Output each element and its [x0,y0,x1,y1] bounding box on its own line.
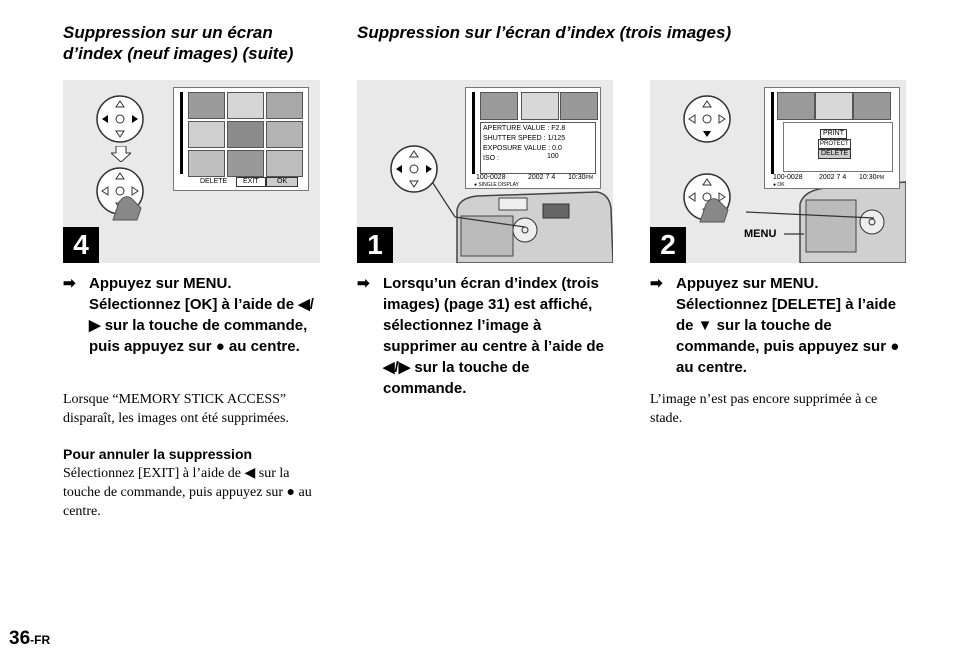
arrow-right-icon: ➡ [63,275,76,292]
figure-step-2 [650,80,906,263]
arrow-right-icon: ➡ [650,275,663,292]
date: 2002 7 4 [528,174,556,181]
protect-menu-item[interactable]: PROTECT [820,141,849,147]
note-step-4: Lorsque “MEMORY STICK ACCESS” disparaît, les images ont été supprimées. [63,392,289,426]
ok-button[interactable]: OK [266,177,298,187]
cancel-text: Sélectionnez [EXIT] à l’aide de ◀ sur la touche de commande, puis appuyez sur ● au centre. [63,466,312,519]
figure-step-1 [357,80,613,263]
index-screen [173,87,309,191]
finger-icon [696,192,732,224]
heading-left: Suppression sur un écran d’index (neuf images) (suite) [63,23,294,63]
delete-menu-item[interactable]: DELETE [818,149,851,159]
control-pad-icon [95,94,145,144]
step-number: 4 [63,227,99,263]
arrow-right-icon: ➡ [357,275,370,292]
ok-label: ● OK [773,182,785,188]
note-step-2: L’image n’est pas encore supprimée à ce stade. [650,392,878,426]
instruction-step-4: ➡ Appuyez sur MENU. Sélectionnez [OK] à l’aide de ◀/▶ sur la touche de commande, puis appuyez sur ● au centre. [63,275,314,355]
instruction-step-2: ➡ Appuyez sur MENU. Sélectionnez [DELETE] à l’aide de ▼ sur la touche de commande, puis appuyez sur ● au centre. [650,275,900,376]
delete-menu-screen [764,87,900,189]
page-number: 36-FR [9,628,51,649]
info-box: APERTURE VALUE : F2.8 SHUTTER SPEED : 1/125 EXPOSURE VALUE : 0.0 ISO : 100 [480,122,596,174]
control-pad-icon [389,144,439,194]
time: 10:30PM [568,174,594,181]
delete-label: DELETE [200,178,228,185]
instruction-step-1: ➡ Lorsqu’un écran d’index (trois images) (page 31) est affiché, sélectionnez l’image à supprimer au centre à l’aide de ◀/▶ sur la touche de commande. [357,275,604,397]
date: 2002 7 4 [819,174,847,181]
figure-step-4 [63,80,320,263]
step-number: 1 [357,227,393,263]
menu-callout: MENU [744,228,777,240]
time: 10:30PM [859,174,885,181]
menu-box [783,122,893,172]
three-image-screen [465,87,601,189]
heading-right: Suppression sur l’écran d’index (trois images) [357,23,732,42]
file-number: 100-0028 [476,174,506,181]
file-number: 100-0028 [773,174,803,181]
subheading-cancel: Pour annuler la suppression [63,446,253,462]
print-menu-item[interactable]: PRINT [820,129,847,139]
single-display-label: ● SINGLE DISPLAY [474,182,519,188]
arrow-down-icon [111,146,131,162]
control-pad-icon [682,94,732,144]
step-number: 2 [650,227,686,263]
finger-icon [109,190,145,222]
exit-button[interactable]: EXIT [236,177,266,187]
